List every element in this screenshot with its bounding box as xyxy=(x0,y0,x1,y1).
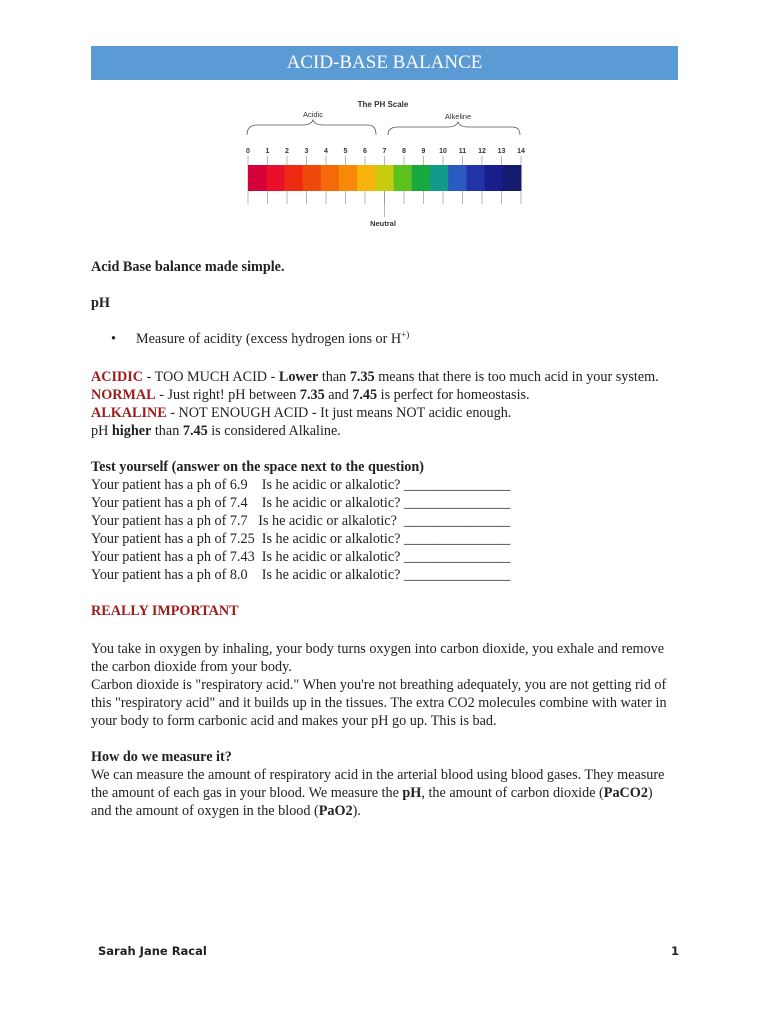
intro-heading: Acid Base balance made simple. xyxy=(91,259,285,275)
normal-text-2: and xyxy=(324,387,353,403)
measure-ph: pH xyxy=(402,785,422,801)
question-6: Your patient has a ph of 8.0 Is he acidic or alkalotic? _______________ xyxy=(91,567,511,583)
bullet-item xyxy=(111,330,676,348)
alk2-text-3: is considered Alkaline. xyxy=(207,423,341,439)
color-band xyxy=(357,165,376,191)
important-heading: REALLY IMPORTANT xyxy=(91,603,239,619)
tick-label: 7 xyxy=(382,148,387,155)
alkaline-line-2 xyxy=(91,422,676,440)
acidic-brace xyxy=(247,120,376,135)
bullet-icon: • xyxy=(111,331,116,347)
neutral-label: Neutral xyxy=(370,219,396,228)
acidic-text-2: than xyxy=(318,369,350,385)
acidic-value: 7.35 xyxy=(349,369,375,385)
color-band xyxy=(375,165,394,191)
page-number: 1 xyxy=(671,944,680,958)
measure-pao2: PaO2 xyxy=(318,803,353,819)
color-bands xyxy=(248,165,522,217)
tick-label: 3 xyxy=(304,148,309,155)
tick-label: 11 xyxy=(458,148,467,155)
tick-label: 8 xyxy=(402,148,406,155)
measure-text-1: We can measure the amount of respiratory acid in the arterial blood using blood gases. They measure the amount of each gas in your blood. We measure the xyxy=(91,767,665,801)
acidic-text-1: - TOO MUCH ACID - xyxy=(143,369,279,385)
alk2-higher: higher xyxy=(111,423,152,439)
color-band xyxy=(412,165,431,191)
tick-label: 14 xyxy=(517,148,525,155)
alkaline-text-1: - NOT ENOUGH ACID - It just means NOT acidic enough. xyxy=(166,405,512,421)
color-band xyxy=(248,165,267,191)
question-5: Your patient has a ph of 7.43 Is he acidic or alkalotic? _______________ xyxy=(91,549,511,565)
normal-text-3: is perfect for homeostasis. xyxy=(377,387,530,403)
tick-label: 10 xyxy=(439,148,447,155)
question-4: Your patient has a ph of 7.25 Is he acidic or alkalotic? _______________ xyxy=(91,531,511,547)
bullet-text xyxy=(136,330,409,348)
tick-label: 0 xyxy=(246,148,250,155)
color-band xyxy=(503,165,522,191)
normal-value-2: 7.45 xyxy=(352,387,378,403)
color-band xyxy=(284,165,303,191)
alkaline-brace xyxy=(388,122,520,135)
question-3: Your patient has a ph of 7.7 Is he acidic or alkalotic? _______________ xyxy=(91,513,511,529)
scale-title: The PH Scale xyxy=(357,100,409,109)
acidic-line xyxy=(91,368,676,386)
tick-label: 2 xyxy=(285,148,289,155)
tick-label: 13 xyxy=(497,148,506,155)
question-2: Your patient has a ph of 7.4 Is he acidic or alkalotic? _______________ xyxy=(91,495,511,511)
alk2-text-1: pH xyxy=(91,423,112,439)
title-banner: ACID-BASE BALANCE xyxy=(91,46,678,80)
tick-label: 9 xyxy=(421,148,426,155)
measure-heading: How do we measure it? xyxy=(91,749,232,765)
normal-line xyxy=(91,386,676,404)
normal-term: NORMAL xyxy=(91,387,156,403)
alk2-value: 7.45 xyxy=(182,423,208,439)
color-band xyxy=(430,165,449,191)
measure-paco2: PaCO2 xyxy=(603,785,648,801)
alkaline-term: ALKALINE xyxy=(91,405,167,421)
paragraph-2: Carbon dioxide is "respiratory acid." When you're not breathing adequately, you are not getting rid of this "respiratory acid" and it builds up in the tissues. The extra CO2 molecules combine with water in your body to form carbonic acid and makes your pH go up. This is bad. xyxy=(91,677,667,729)
color-band xyxy=(448,165,467,191)
alkaline-line xyxy=(91,404,676,422)
color-band xyxy=(339,165,358,191)
normal-value-1: 7.35 xyxy=(299,387,325,403)
normal-text-1: - Just right! pH between xyxy=(155,387,300,403)
test-heading: Test yourself (answer on the space next to the question) xyxy=(91,459,425,475)
bullet-sup: +) xyxy=(401,329,410,340)
acidic-term: ACIDIC xyxy=(91,369,144,385)
question-1: Your patient has a ph of 6.9 Is he acidic or alkalotic? _______________ xyxy=(91,477,511,493)
measure-text-4: ). xyxy=(352,803,361,819)
measure-text-3: ) and the amount of oxygen in the blood ( xyxy=(91,785,653,819)
color-band xyxy=(321,165,340,191)
color-band xyxy=(303,165,322,191)
bullet-text-main: Measure of acidity (excess hydrogen ions or H xyxy=(136,331,402,347)
ph-scale-figure xyxy=(240,95,530,235)
measure-paragraph xyxy=(91,766,676,820)
color-band xyxy=(485,165,504,191)
tick-label: 12 xyxy=(478,148,486,155)
color-band xyxy=(466,165,485,191)
tick-label: 5 xyxy=(343,148,348,155)
color-band xyxy=(266,165,285,191)
measure-text-2: , the amount of carbon dioxide ( xyxy=(421,785,604,801)
ph-heading: pH xyxy=(91,295,110,311)
alkaline-label: Alkeline xyxy=(444,112,472,121)
tick-label: 4 xyxy=(324,148,328,155)
tick-label: 6 xyxy=(363,148,367,155)
tick-label: 1 xyxy=(265,148,270,155)
acidic-label: Acidic xyxy=(302,110,324,119)
footer-author: Sarah Jane Racal xyxy=(98,944,207,958)
color-band xyxy=(394,165,413,191)
document-body xyxy=(91,258,676,820)
paragraph-1: You take in oxygen by inhaling, your body turns oxygen into carbon dioxide, you exhale and remove the carbon dioxide from your body. xyxy=(91,641,665,675)
acidic-text-3: means that there is too much acid in your system. xyxy=(374,369,659,385)
acidic-lower: Lower xyxy=(278,369,319,385)
alk2-text-2: than xyxy=(151,423,183,439)
